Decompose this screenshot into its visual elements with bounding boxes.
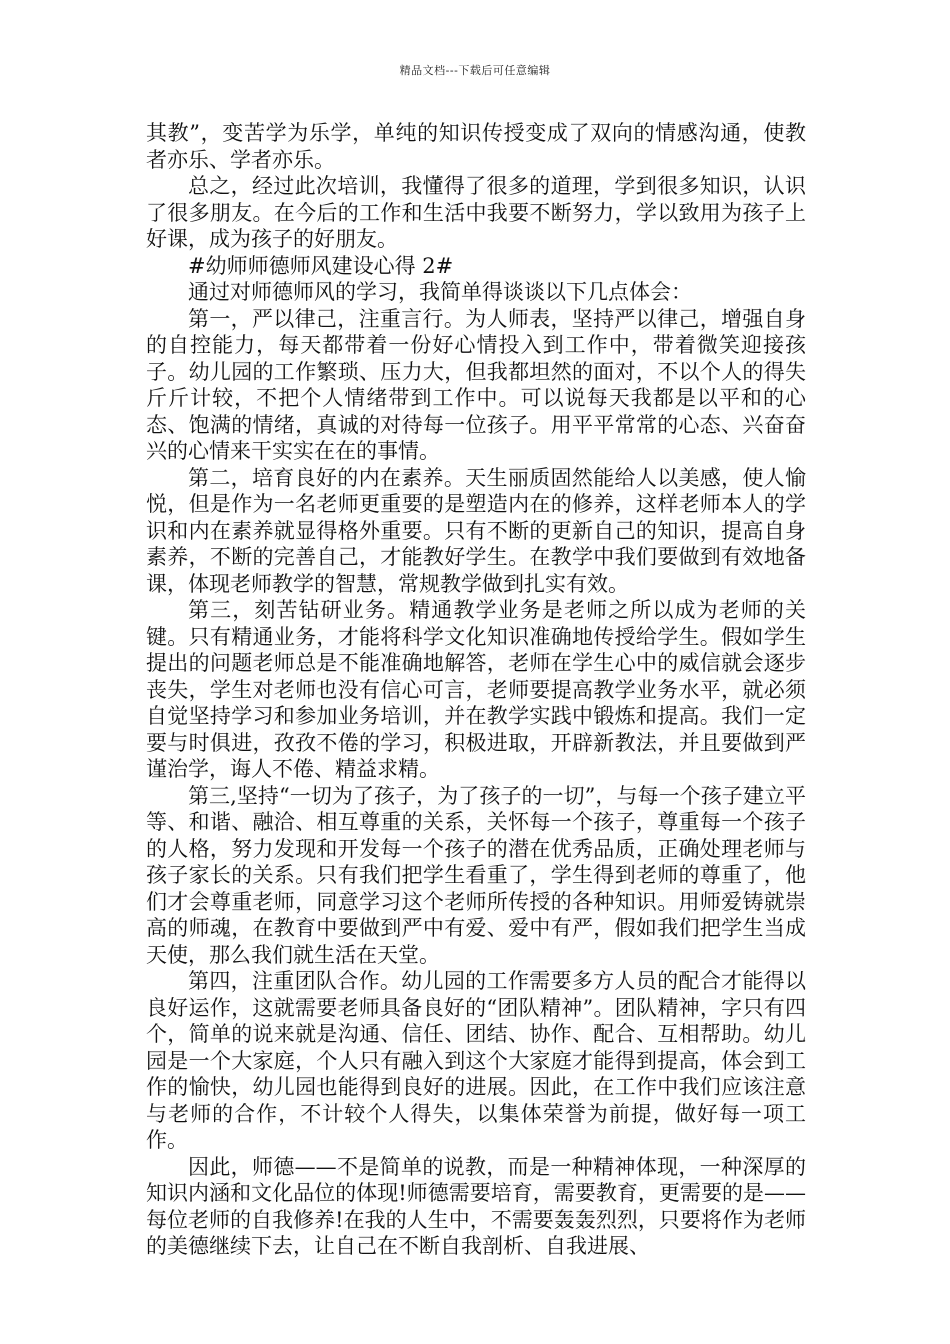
paragraph: 第二，培育良好的内在素养。天生丽质固然能给人以美感，使人愉悦，但是作为一名老师更重要的是塑造内在的修养，这样老师本人的学识和内在素养就显得格外重要。只有不断的更新自己的知识，提高自身素养，不断的完善自己，才能教好学生。在教学中我们要做到有效地备课，体现老师教学的智慧，常规教学做到扎实有效。 (146, 465, 806, 596)
section-heading: #幼师师德师风建设心得 2# (188, 253, 454, 278)
paragraph: 第一，严以律己，注重言行。为人师表，坚持严以律己，增强自身的自控能力，每天都带着一份好心情投入到工作中，带着微笑迎接孩子。幼儿园的工作繁琐、压力大，但我都坦然的面对，不以个人的得失斤斤计较，不把个人情绪带到工作中。可以说每天我都是以平和的心态、饱满的情绪，真诚的对待每一位孩子。用平平常常的心态、兴奋奋兴的心情来干实实在在的事情。 (146, 306, 806, 463)
paragraph: 第三,坚持“一切为了孩子，为了孩子的一切”，与每一个孩子建立平等、和谐、融洽、相互尊重的关系，关怀每一个孩子，尊重每一个孩子的人格，努力发现和开发每一个孩子的潜在优秀品质，正确处理老师与孩子家长的关系。只有我们把学生看重了，学生得到老师的尊重了，他们才会尊重老师，同意学习这个老师所传授的各种知识。用师爱铸就崇高的师魂，在教育中要做到严中有爱、爱中有严，假如我们把学生当成天使，那么我们就生活在天堂。 (146, 783, 806, 967)
paragraph: 第四，注重团队合作。幼儿园的工作需要多方人员的配合才能得以良好运作，这就需要老师具备良好的“团队精神”。团队精神，字只有四个，简单的说来就是沟通、信任、团结、协作、配合、互相帮助。幼儿园是一个大家庭，个人只有融入到这个大家庭才能得到提高，体会到工作的愉快，幼儿园也能得到良好的进展。因此，在工作中我们应该注意与老师的合作，不计较个人得失，以集体荣誉为前提，做好每一项工作。 (146, 969, 806, 1152)
page-header: 精品文档---下载后可任意编辑 (399, 64, 551, 77)
document-body (146, 120, 806, 1260)
paragraph: 第三，刻苦钻研业务。精通教学业务是老师之所以成为老师的关键。只有精通业务，才能将科学文化知识准确地传授给学生。假如学生提出的问题老师总是不能准确地解答，老师在学生心中的威信就会逐步丧失，学生对老师也没有信心可言，老师要提高教学业务水平，就必须自觉坚持学习和参加业务培训，并在教学实践中锻炼和提高。我们一定要与时俱进，孜孜不倦的学习，积极进取，开辟新教法，并且要做到严谨治学，诲人不倦、精益求精。 (146, 598, 806, 781)
paragraph: 因此，师德——不是简单的说教，而是一种精神体现，一种深厚的知识内涵和文化品位的体现!师德需要培育，需要教育，更需要的是——每位老师的自我修养!在我的人生中，不需要轰轰烈烈，只要将作为老师的美德继续下去，让自己在不断自我剖析、自我进展、 (146, 1154, 806, 1258)
paragraph: 其教”，变苦学为乐学，单纯的知识传授变成了双向的情感沟通，使教者亦乐、学者亦乐。 (146, 121, 806, 172)
paragraph: 总之，经过此次培训，我懂得了很多的道理，学到很多知识，认识了很多朋友。在今后的工作和生活中我要不断努力，学以致用为孩子上好课，成为孩子的好朋友。 (146, 174, 806, 251)
paragraph: 通过对师德师风的学习，我简单得谈谈以下几点体会： (188, 280, 692, 304)
